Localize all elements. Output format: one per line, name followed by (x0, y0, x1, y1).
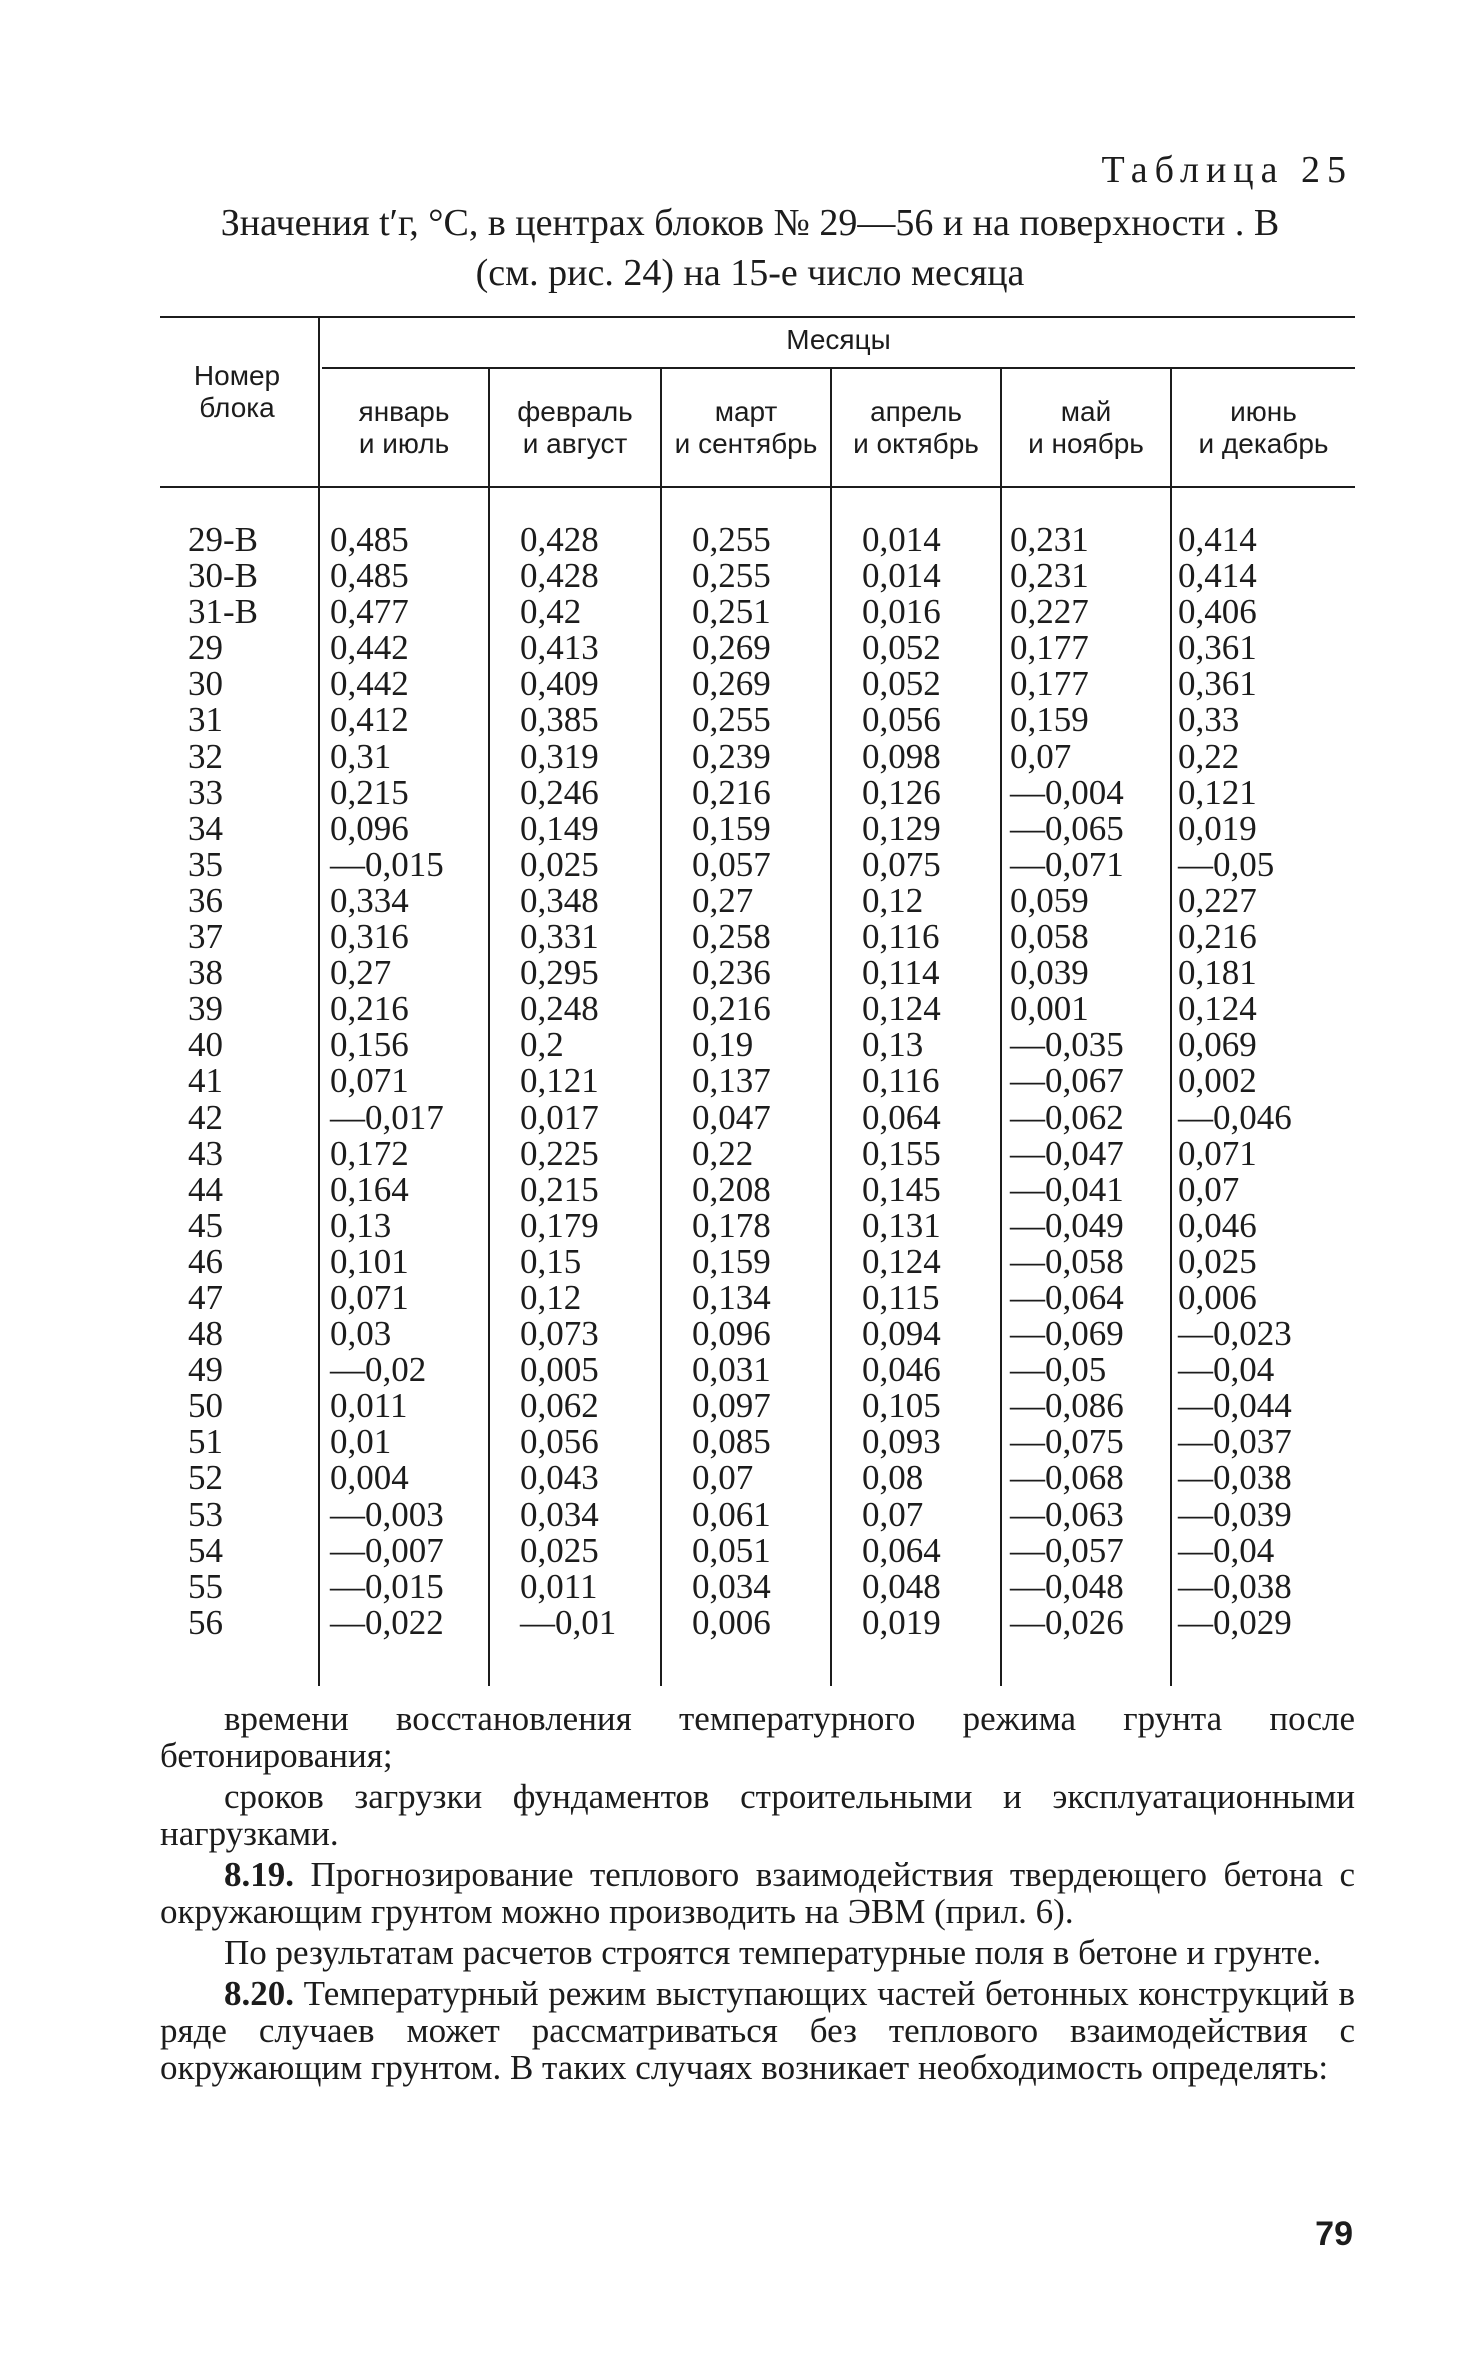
block-number-cell: 37 (188, 917, 223, 957)
temperature-value-cell: 0,131 (862, 1205, 941, 1245)
temperature-value-cell: —0,026 (1010, 1602, 1124, 1642)
temperature-value-cell: 0,258 (692, 917, 771, 957)
temperature-value-cell: 0,121 (520, 1061, 599, 1101)
temperature-value-cell: —0,062 (1010, 1097, 1124, 1137)
temperature-value-cell: 0,27 (330, 953, 392, 993)
temperature-value-cell: 0,097 (692, 1386, 771, 1426)
temperature-value-cell: 0,115 (862, 1277, 940, 1317)
temperature-value-cell: 0,406 (1178, 592, 1257, 632)
temperature-value-cell: 0,172 (330, 1133, 409, 1173)
column-divider-1 (488, 367, 490, 1686)
may-november-column (1010, 522, 1165, 1641)
march-september-column (692, 522, 827, 1641)
temperature-value-cell: 0,057 (692, 844, 771, 884)
paragraph-3 (160, 1856, 1355, 1930)
temperature-value-cell: 0,251 (692, 592, 771, 632)
temperature-value-cell: 0,414 (1178, 520, 1257, 559)
temperature-value-cell: 0,116 (862, 917, 940, 957)
temperature-value-cell: 0,08 (862, 1458, 924, 1498)
section-number-8-20: 8.20. (224, 1974, 294, 2013)
temperature-value-cell: 0,477 (330, 592, 409, 632)
block-number-cell: 38 (188, 953, 223, 993)
temperature-value-cell: —0,003 (330, 1494, 444, 1534)
header-col-6-line-1: июнь (1230, 396, 1297, 427)
block-number-cell: 41 (188, 1061, 223, 1101)
temperature-value-cell: 0,348 (520, 880, 599, 920)
temperature-value-cell: 0,075 (862, 844, 941, 884)
temperature-value-cell: 0,046 (862, 1350, 941, 1390)
temperature-value-cell: —0,05 (1178, 844, 1275, 884)
table-top-rule (160, 316, 1355, 318)
temperature-value-cell: —0,086 (1010, 1386, 1124, 1426)
temperature-value-cell: 0,177 (1010, 664, 1089, 704)
temperature-value-cell: —0,069 (1010, 1314, 1124, 1354)
temperature-value-cell: —0,057 (1010, 1530, 1124, 1570)
temperature-value-cell: 0,071 (1178, 1133, 1257, 1173)
temperature-value-cell: 0,442 (330, 664, 409, 704)
temperature-value-cell: —0,007 (330, 1530, 444, 1570)
temperature-value-cell: 0,215 (520, 1169, 599, 1209)
header-block-line-1: Номер (193, 360, 281, 391)
temperature-value-cell: 0,031 (692, 1350, 771, 1390)
header-col-3-line-2: и сентябрь (674, 428, 818, 459)
block-number-cell: 48 (188, 1314, 223, 1354)
temperature-value-cell: —0,037 (1178, 1422, 1292, 1462)
temperature-value-cell: 0,159 (1010, 700, 1089, 740)
temperature-value-cell: —0,015 (330, 1566, 444, 1606)
block-number-cell: 29-В (188, 520, 258, 559)
temperature-value-cell: 0,006 (692, 1602, 771, 1642)
temperature-value-cell: 0,01 (330, 1422, 392, 1462)
temperature-value-cell: —0,015 (330, 844, 444, 884)
temperature-value-cell: 0,13 (330, 1205, 392, 1245)
paragraph-1: времени восстановления температурного режима грунта после бетонирования; (160, 1699, 1355, 1775)
temperature-value-cell: 0,03 (330, 1314, 392, 1354)
column-divider-4 (1000, 367, 1002, 1686)
temperature-value-cell: 0,361 (1178, 664, 1257, 704)
temperature-value-cell: 0,269 (692, 664, 771, 704)
block-number-cell: 35 (188, 844, 223, 884)
temperature-value-cell: 0,093 (862, 1422, 941, 1462)
months-rule (322, 367, 1355, 369)
header-col-4-line-2: и октябрь (853, 428, 979, 459)
temperature-value-cell: 0,22 (1178, 736, 1240, 776)
temperature-value-cell: —0,044 (1178, 1386, 1292, 1426)
temperature-value-cell: 0,034 (692, 1566, 771, 1606)
temperature-value-cell: 0,096 (692, 1314, 771, 1354)
paragraph-2: сроков загрузки фундаментов строительными и эксплуатационными нагрузками. (160, 1777, 1355, 1853)
header-col-2-line-2: и август (522, 428, 628, 459)
block-number-cell: 32 (188, 736, 223, 776)
paragraph-5-text: Температурный режим выступающих частей бетонных конструкций в ряде случаев может рассматриваться без теплового взаимодействия с окружающим грунтом. В таких случаях возникает необходимость определять: (160, 1974, 1355, 2087)
temperature-value-cell: 0,046 (1178, 1205, 1257, 1245)
temperature-value-cell: 0,017 (520, 1097, 599, 1137)
temperature-value-cell: 0,13 (862, 1025, 924, 1065)
temperature-value-cell: 0,052 (862, 628, 941, 668)
temperature-value-cell: 0,269 (692, 628, 771, 668)
temperature-value-cell: 0,485 (330, 520, 409, 559)
temperature-value-cell: 0,039 (1010, 953, 1089, 993)
temperature-value-cell: 0,052 (862, 664, 941, 704)
temperature-value-cell: 0,428 (520, 556, 599, 596)
temperature-value-cell: 0,159 (692, 1241, 771, 1281)
column-divider-3 (830, 367, 832, 1686)
temperature-value-cell: —0,048 (1010, 1566, 1124, 1606)
temperature-value-cell: 0,014 (862, 556, 941, 596)
temperature-value-cell: 0,248 (520, 989, 599, 1029)
header-col-4 (832, 396, 1000, 460)
temperature-value-cell: 0,025 (520, 844, 599, 884)
temperature-value-cell: 0,124 (1178, 989, 1257, 1029)
temperature-value-cell: 0,124 (862, 1241, 941, 1281)
temperature-value-cell: —0,02 (330, 1350, 427, 1390)
temperature-value-cell: 0,33 (1178, 700, 1240, 740)
temperature-value-cell: 0,216 (692, 772, 771, 812)
header-col-1-line-1: январь (358, 396, 450, 427)
temperature-value-cell: —0,017 (330, 1097, 444, 1137)
temperature-value-cell: 0,137 (692, 1061, 771, 1101)
temperature-value-cell: 0,156 (330, 1025, 409, 1065)
block-number-cell: 30 (188, 664, 223, 704)
temperature-value-cell: —0,065 (1010, 808, 1124, 848)
temperature-value-cell: —0,047 (1010, 1133, 1124, 1173)
temperature-value-cell: —0,004 (1010, 772, 1124, 812)
february-august-column (520, 522, 655, 1641)
temperature-value-cell: 0,442 (330, 628, 409, 668)
temperature-value-cell: —0,04 (1178, 1350, 1275, 1390)
temperature-value-cell: 0,062 (520, 1386, 599, 1426)
temperature-value-cell: 0,12 (862, 880, 924, 920)
temperature-value-cell: 0,126 (862, 772, 941, 812)
column-divider-2 (660, 367, 662, 1686)
temperature-value-cell: 0,096 (330, 808, 409, 848)
temperature-value-cell: 0,164 (330, 1169, 409, 1209)
temperature-value-cell: 0,07 (1010, 736, 1072, 776)
temperature-value-cell: 0,178 (692, 1205, 771, 1245)
june-december-column (1178, 522, 1348, 1641)
temperature-value-cell: 0,114 (862, 953, 940, 993)
header-col-6 (1172, 396, 1355, 460)
block-number-cell: 34 (188, 808, 223, 848)
temperature-value-cell: 0,129 (862, 808, 941, 848)
temperature-value-cell: 0,225 (520, 1133, 599, 1173)
temperature-value-cell: 0,255 (692, 556, 771, 596)
temperature-value-cell: 0,005 (520, 1350, 599, 1390)
temperature-value-cell: 0,255 (692, 520, 771, 559)
temperature-value-cell: 0,059 (1010, 880, 1089, 920)
temperature-value-cell: 0,07 (1178, 1169, 1240, 1209)
temperature-value-cell: 0,094 (862, 1314, 941, 1354)
block-number-cell: 36 (188, 880, 223, 920)
temperature-value-cell: 0,208 (692, 1169, 771, 1209)
temperature-value-cell: 0,295 (520, 953, 599, 993)
temperature-value-cell: 0,155 (862, 1133, 941, 1173)
block-number-cell: 51 (188, 1422, 223, 1462)
temperature-value-cell: —0,038 (1178, 1566, 1292, 1606)
paragraph-3-text: Прогнозирование теплового взаимодействия твердеющего бетона с окружающим грунтом можно производить на ЭВМ (прил. 6). (160, 1855, 1355, 1931)
block-number-cell: 47 (188, 1277, 223, 1317)
column-divider-5 (1170, 367, 1172, 1686)
temperature-value-cell: 0,236 (692, 953, 771, 993)
temperature-value-cell: 0,149 (520, 808, 599, 848)
temperature-value-cell: 0,215 (330, 772, 409, 812)
block-number-cell: 31 (188, 700, 223, 740)
temperature-value-cell: —0,023 (1178, 1314, 1292, 1354)
temperature-value-cell: 0,179 (520, 1205, 599, 1245)
temperature-value-cell: 0,056 (520, 1422, 599, 1462)
caption-line-1: Значения t′г, °С, в центрах блоков № 29—56 и на поверхности . В (220, 202, 1280, 244)
header-col-6-line-2: и декабрь (1198, 428, 1329, 459)
temperature-value-cell: 0,025 (520, 1530, 599, 1570)
april-october-column (862, 522, 997, 1641)
block-number-cell: 44 (188, 1169, 223, 1209)
temperature-value-cell: 0,414 (1178, 556, 1257, 596)
temperature-value-cell: 0,216 (692, 989, 771, 1029)
block-number-column (188, 522, 298, 1641)
block-number-cell: 46 (188, 1241, 223, 1281)
temperature-value-cell: —0,058 (1010, 1241, 1124, 1281)
temperature-value-cell: 0,047 (692, 1097, 771, 1137)
temperature-value-cell: 0,22 (692, 1133, 754, 1173)
temperature-value-cell: 0,331 (520, 917, 599, 957)
block-number-cell: 31-В (188, 592, 258, 632)
header-col-1-line-2: и июль (358, 428, 450, 459)
temperature-value-cell: 0,42 (520, 592, 582, 632)
temperature-value-cell: —0,068 (1010, 1458, 1124, 1498)
temperature-value-cell: —0,04 (1178, 1530, 1275, 1570)
block-number-cell: 40 (188, 1025, 223, 1065)
temperature-value-cell: —0,039 (1178, 1494, 1292, 1534)
temperature-value-cell: 0,255 (692, 700, 771, 740)
temperature-value-cell: 0,177 (1010, 628, 1089, 668)
temperature-value-cell: 0,121 (1178, 772, 1257, 812)
block-number-cell: 30-В (188, 556, 258, 596)
block-number-cell: 43 (188, 1133, 223, 1173)
block-number-cell: 45 (188, 1205, 223, 1245)
header-col-1 (320, 396, 488, 460)
temperature-value-cell: 0,064 (862, 1530, 941, 1570)
table-number-label: Таблица 25 (1101, 149, 1353, 191)
temperature-value-cell: 0,231 (1010, 520, 1089, 559)
temperature-value-cell: 0,27 (692, 880, 754, 920)
january-july-column (330, 522, 480, 1641)
block-number-cell: 55 (188, 1566, 223, 1606)
temperature-value-cell: 0,159 (692, 808, 771, 848)
temperature-value-cell: —0,064 (1010, 1277, 1124, 1317)
temperature-value-cell: 0,056 (862, 700, 941, 740)
temperature-value-cell: 0,014 (862, 520, 941, 559)
temperature-value-cell: 0,069 (1178, 1025, 1257, 1065)
header-months: Месяцы (786, 324, 891, 355)
temperature-value-cell: 0,058 (1010, 917, 1089, 957)
temperature-value-cell: 0,001 (1010, 989, 1089, 1029)
temperature-value-cell: 0,051 (692, 1530, 771, 1570)
temperature-value-cell: 0,071 (330, 1277, 409, 1317)
temperature-value-cell: 0,025 (1178, 1241, 1257, 1281)
temperature-value-cell: 0,085 (692, 1422, 771, 1462)
block-number-cell: 54 (188, 1530, 223, 1570)
header-col-3 (662, 396, 830, 460)
caption-line-2: (см. рис. 24) на 15-е число месяца (475, 252, 1025, 294)
header-col-2 (490, 396, 660, 460)
paragraph-4: По результатам расчетов строятся температурные поля в бетоне и грунте. (224, 1933, 1322, 1972)
temperature-value-cell: 0,412 (330, 700, 409, 740)
temperature-value-cell: 0,216 (1178, 917, 1257, 957)
temperature-value-cell: —0,022 (330, 1602, 444, 1642)
temperature-value-cell: 0,101 (330, 1241, 409, 1281)
table-caption (150, 198, 1350, 298)
temperature-value-cell: —0,01 (520, 1602, 617, 1642)
temperature-value-cell: 0,006 (1178, 1277, 1257, 1317)
paragraph-5 (160, 1975, 1355, 2086)
temperature-value-cell: —0,075 (1010, 1422, 1124, 1462)
block-number-cell: 29 (188, 628, 223, 668)
block-number-cell: 56 (188, 1602, 223, 1642)
block-number-cell: 42 (188, 1097, 223, 1137)
temperature-value-cell: 0,227 (1010, 592, 1089, 632)
header-block-number (162, 360, 312, 424)
temperature-value-cell: 0,319 (520, 736, 599, 776)
temperature-value-cell: 0,413 (520, 628, 599, 668)
header-col-3-line-1: март (714, 396, 778, 427)
temperature-value-cell: 0,134 (692, 1277, 771, 1317)
header-block-line-2: блока (199, 392, 275, 423)
temperature-value-cell: 0,098 (862, 736, 941, 776)
temperature-value-cell: 0,019 (862, 1602, 941, 1642)
header-col-5-line-2: и ноябрь (1028, 428, 1144, 459)
temperature-value-cell: 0,105 (862, 1386, 941, 1426)
header-col-4-line-1: апрель (870, 396, 962, 427)
temperature-value-cell: 0,002 (1178, 1061, 1257, 1101)
header-col-5 (1002, 396, 1170, 460)
temperature-value-cell: —0,038 (1178, 1458, 1292, 1498)
block-number-cell: 49 (188, 1350, 223, 1390)
temperature-value-cell: 0,2 (520, 1025, 564, 1065)
temperature-value-cell: —0,05 (1010, 1350, 1107, 1390)
page-number: 79 (1315, 2215, 1353, 2253)
block-number-cell: 52 (188, 1458, 223, 1498)
temperature-value-cell: 0,15 (520, 1241, 582, 1281)
temperature-value-cell: —0,049 (1010, 1205, 1124, 1245)
temperature-value-cell: —0,046 (1178, 1097, 1292, 1137)
temperature-value-cell: 0,011 (330, 1386, 408, 1426)
temperature-value-cell: 0,334 (330, 880, 409, 920)
header-col-5-line-1: май (1060, 396, 1112, 427)
temperature-value-cell: —0,029 (1178, 1602, 1292, 1642)
temperature-value-cell: 0,19 (692, 1025, 754, 1065)
temperature-value-cell: 0,016 (862, 592, 941, 632)
body-text (160, 1700, 1355, 2090)
temperature-value-cell: —0,071 (1010, 844, 1124, 884)
temperature-value-cell: 0,07 (862, 1494, 924, 1534)
temperature-value-cell: 0,246 (520, 772, 599, 812)
block-number-cell: 50 (188, 1386, 223, 1426)
section-number-8-19: 8.19. (224, 1855, 294, 1894)
temperature-value-cell: —0,041 (1010, 1169, 1124, 1209)
temperature-value-cell: 0,485 (330, 556, 409, 596)
temperature-value-cell: 0,124 (862, 989, 941, 1029)
block-number-cell: 33 (188, 772, 223, 812)
temperature-value-cell: 0,061 (692, 1494, 771, 1534)
temperature-value-cell: 0,31 (330, 736, 392, 776)
temperature-value-cell: 0,019 (1178, 808, 1257, 848)
temperature-value-cell: 0,064 (862, 1097, 941, 1137)
temperature-value-cell: 0,011 (520, 1566, 598, 1606)
temperature-value-cell: —0,067 (1010, 1061, 1124, 1101)
header-col-2-line-1: февраль (517, 396, 633, 427)
temperature-value-cell: 0,071 (330, 1061, 409, 1101)
temperature-value-cell: 0,181 (1178, 953, 1257, 993)
temperature-value-cell: 0,385 (520, 700, 599, 740)
temperature-value-cell: 0,361 (1178, 628, 1257, 668)
header-bottom-rule (160, 486, 1355, 488)
temperature-value-cell: 0,239 (692, 736, 771, 776)
block-column-divider (318, 316, 320, 1686)
temperature-value-cell: 0,409 (520, 664, 599, 704)
temperature-value-cell: 0,043 (520, 1458, 599, 1498)
temperature-value-cell: —0,035 (1010, 1025, 1124, 1065)
temperature-value-cell: 0,428 (520, 520, 599, 559)
temperature-value-cell: 0,227 (1178, 880, 1257, 920)
temperature-value-cell: 0,316 (330, 917, 409, 957)
temperature-value-cell: —0,063 (1010, 1494, 1124, 1534)
temperature-value-cell: 0,073 (520, 1314, 599, 1354)
temperature-value-cell: 0,048 (862, 1566, 941, 1606)
block-number-cell: 53 (188, 1494, 223, 1534)
temperature-value-cell: 0,216 (330, 989, 409, 1029)
temperature-value-cell: 0,004 (330, 1458, 409, 1498)
block-number-cell: 39 (188, 989, 223, 1029)
temperature-value-cell: 0,116 (862, 1061, 940, 1101)
temperature-value-cell: 0,231 (1010, 556, 1089, 596)
temperature-value-cell: 0,145 (862, 1169, 941, 1209)
temperature-value-cell: 0,034 (520, 1494, 599, 1534)
temperature-value-cell: 0,12 (520, 1277, 582, 1317)
temperature-value-cell: 0,07 (692, 1458, 754, 1498)
